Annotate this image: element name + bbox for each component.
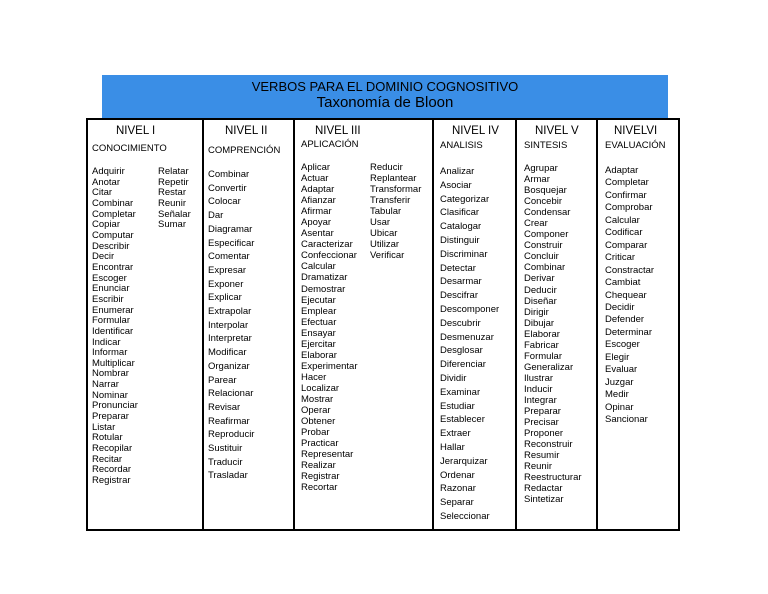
verb-item: Convertir <box>208 182 247 194</box>
verb-item: Decir <box>92 251 115 263</box>
verb-item: Descifrar <box>440 290 479 302</box>
verb-item: Medir <box>605 389 629 401</box>
verb-item: Dividir <box>440 372 467 384</box>
verb-item: Redactar <box>524 483 563 495</box>
verb-item: Escribir <box>92 293 124 305</box>
verb-item: Restar <box>158 187 186 199</box>
verb-item: Juzgar <box>605 376 634 388</box>
verb-item: Aplicar <box>301 162 331 173</box>
verb-item: Recortar <box>301 482 338 494</box>
verb-item: Descubrir <box>440 317 481 329</box>
verb-item: Extraer <box>440 428 471 440</box>
verb-item: Obtener <box>301 416 336 428</box>
verb-item: Reestructurar <box>524 472 582 484</box>
verb-item: Practicar <box>301 438 339 450</box>
verb-item: Actuar <box>301 173 329 185</box>
column-divider <box>202 120 204 529</box>
verb-item: Computar <box>92 229 134 241</box>
verb-item: Especificar <box>208 237 255 249</box>
verb-item: Separar <box>440 497 474 509</box>
verb-item: Escoger <box>605 339 640 351</box>
verb-item: Preparar <box>92 411 129 423</box>
verb-item: Adquirir <box>92 166 125 177</box>
verb-item: Defender <box>605 314 645 326</box>
verb-item: Revisar <box>208 401 241 413</box>
verb-item: Asociar <box>440 179 472 191</box>
verb-item: Nombrar <box>92 368 129 380</box>
verb-item: Pronunciar <box>92 400 138 412</box>
level-4-heading: NIVEL IV <box>452 125 499 137</box>
verb-item: Usar <box>370 217 391 229</box>
verb-item: Señalar <box>158 208 191 220</box>
level-1-verbs-extra <box>158 167 191 231</box>
verb-item: Diagramar <box>208 223 253 235</box>
verb-item: Crear <box>524 218 548 230</box>
title-banner <box>102 75 668 118</box>
level-3-category: APLICACIÓN <box>301 139 359 150</box>
verb-item: Experimentar <box>301 360 358 372</box>
verb-item: Proponer <box>524 428 564 440</box>
verb-item: Concebir <box>524 196 563 208</box>
verb-item: Apoyar <box>301 217 332 229</box>
verb-item: Sancionar <box>605 414 648 426</box>
verb-item: Reunir <box>524 461 552 473</box>
verb-item: Comparar <box>605 239 648 251</box>
verb-item: Determinar <box>605 326 652 338</box>
verb-item: Sumar <box>158 219 186 231</box>
verb-item: Desarmar <box>440 276 482 288</box>
verb-item: Parear <box>208 374 237 386</box>
verb-item: Recordar <box>92 464 132 476</box>
verb-item: Trasladar <box>208 470 248 482</box>
verb-item: Reunir <box>158 197 186 209</box>
level-2-heading: NIVEL II <box>225 125 268 137</box>
verb-item: Dramatizar <box>301 272 348 284</box>
verb-item: Ejecutar <box>301 294 336 306</box>
verb-item: Adaptar <box>605 165 639 176</box>
level-4-category: ANALISIS <box>440 140 483 151</box>
verb-item: Operar <box>301 405 331 417</box>
verb-item: Indicar <box>92 336 121 348</box>
verb-item: Relatar <box>158 166 189 177</box>
verb-item: Transferir <box>370 195 411 207</box>
verb-item: Tabular <box>370 206 402 218</box>
verb-item: Distinguir <box>440 234 480 246</box>
verb-item: Traducir <box>208 456 243 468</box>
level-6-category: EVALUACIÓN <box>605 140 666 151</box>
verb-item: Decidir <box>605 301 635 313</box>
verb-item: Colocar <box>208 196 241 208</box>
column-divider <box>293 120 295 529</box>
verb-item: Fabricar <box>524 339 559 351</box>
verb-item: Catalogar <box>440 221 482 233</box>
verb-item: Completar <box>605 177 649 189</box>
verb-item: Realizar <box>301 460 336 472</box>
verb-item: Dar <box>208 210 224 222</box>
verb-item: Reproducir <box>208 429 255 441</box>
verb-item: Enumerar <box>92 304 134 316</box>
verb-item: Descomponer <box>440 303 500 315</box>
verb-item: Explicar <box>208 292 242 304</box>
verb-item: Exponer <box>208 278 244 290</box>
level-3-heading: NIVEL III <box>315 125 361 137</box>
verb-item: Citar <box>92 187 113 199</box>
verb-item: Multiplicar <box>92 357 135 369</box>
verb-item: Registrar <box>92 475 131 487</box>
verb-item: Registrar <box>301 471 340 483</box>
verb-item: Replantear <box>370 173 417 185</box>
verb-item: Evaluar <box>605 364 638 376</box>
verb-item: Integrar <box>524 394 557 406</box>
verb-item: Clasificar <box>440 207 480 219</box>
verb-item: Anotar <box>92 176 120 188</box>
verb-item: Expresar <box>208 264 247 276</box>
verb-item: Examinar <box>440 386 481 398</box>
verb-item: Deducir <box>524 284 557 296</box>
verb-item: Armar <box>524 174 550 186</box>
verb-item: Dirigir <box>524 306 549 318</box>
level-5-heading: NIVEL V <box>535 125 579 137</box>
verb-item: Categorizar <box>440 193 490 205</box>
verb-item: Ordenar <box>440 469 475 481</box>
verb-item: Analizar <box>440 166 475 177</box>
verb-item: Calcular <box>605 214 640 226</box>
verb-item: Afianzar <box>301 195 336 207</box>
verb-item: Efectuar <box>301 316 337 328</box>
verb-item: Probar <box>301 427 330 439</box>
verb-item: Concluir <box>524 251 559 263</box>
verb-item: Combinar <box>92 197 134 209</box>
verb-item: Opinar <box>605 401 634 413</box>
verb-item: Elaborar <box>524 328 560 340</box>
verb-item: Informar <box>92 347 128 359</box>
verb-item: Establecer <box>440 414 485 426</box>
verb-item: Completar <box>92 208 136 220</box>
verb-item: Repetir <box>158 176 189 188</box>
level-6-verbs <box>605 165 654 427</box>
level-4-verbs <box>440 165 499 524</box>
column-divider <box>596 120 598 529</box>
verb-item: Interpretar <box>208 333 252 345</box>
verb-item: Relacionar <box>208 388 254 400</box>
level-3-verbs-extra <box>370 162 421 261</box>
verb-item: Ubicar <box>370 228 398 240</box>
verb-item: Afirmar <box>301 206 332 218</box>
verb-item: Constractar <box>605 264 655 276</box>
verb-item: Localizar <box>301 382 340 394</box>
verb-item: Elaborar <box>301 349 337 361</box>
verb-item: Listar <box>92 421 116 433</box>
verb-item: Recitar <box>92 453 123 465</box>
verb-item: Transformar <box>370 184 422 196</box>
level-2-verbs <box>208 168 254 483</box>
verb-item: Comentar <box>208 251 250 263</box>
column-divider <box>432 120 434 529</box>
verb-item: Emplear <box>301 305 337 317</box>
column-divider <box>515 120 517 529</box>
verb-item: Formular <box>92 315 131 327</box>
verb-item: Resumir <box>524 450 560 462</box>
level-2-category: COMPRENCIÓN <box>208 145 281 156</box>
verb-item: Extrapolar <box>208 306 252 318</box>
verb-item: Chequear <box>605 289 647 301</box>
verb-item: Hacer <box>301 371 327 383</box>
verb-item: Enunciar <box>92 283 130 295</box>
verb-item: Combinar <box>208 169 250 180</box>
level-1-verbs <box>92 167 138 487</box>
verb-item: Jerarquizar <box>440 455 488 467</box>
verb-item: Interpolar <box>208 319 249 331</box>
verb-item: Desglosar <box>440 345 483 357</box>
verb-item: Modificar <box>208 347 247 359</box>
verb-item: Demostrar <box>301 283 346 295</box>
verb-item: Generalizar <box>524 361 574 373</box>
verb-item: Inducir <box>524 383 553 395</box>
verb-item: Sintetizar <box>524 494 564 506</box>
verb-item: Condensar <box>524 207 571 219</box>
verb-item: Organizar <box>208 360 250 372</box>
verb-item: Precisar <box>524 417 559 429</box>
verb-item: Agrupar <box>524 163 558 174</box>
verb-item: Mostrar <box>301 393 334 405</box>
verb-item: Confeccionar <box>301 250 357 262</box>
verb-item: Dibujar <box>524 317 555 329</box>
verb-item: Diferenciar <box>440 359 486 371</box>
verb-item: Identificar <box>92 325 134 337</box>
verb-item: Componer <box>524 229 569 241</box>
verb-item: Combinar <box>524 262 566 274</box>
verb-item: Asentar <box>301 228 334 240</box>
verb-item: Verificar <box>370 250 405 262</box>
verb-item: Seleccionar <box>440 510 490 522</box>
verb-item: Reafirmar <box>208 415 250 427</box>
verbs-table <box>86 118 680 531</box>
level-6-heading: NIVELVI <box>614 125 658 137</box>
verb-item: Bosquejar <box>524 185 567 197</box>
verb-item: Copiar <box>92 219 120 231</box>
verb-item: Confirmar <box>605 189 647 201</box>
verb-item: Formular <box>524 350 563 362</box>
verb-item: Detectar <box>440 262 476 274</box>
level-3-verbs <box>301 162 358 493</box>
verb-item: Adaptar <box>301 184 335 196</box>
verb-item: Calcular <box>301 261 336 273</box>
level-1-category: CONOCIMIENTO <box>92 143 167 154</box>
verb-item: Diseñar <box>524 295 557 307</box>
verb-item: Rotular <box>92 432 123 444</box>
verb-item: Reconstruir <box>524 439 573 451</box>
verb-item: Caracterizar <box>301 239 353 251</box>
verb-item: Discriminar <box>440 248 488 260</box>
verb-item: Utilizar <box>370 239 400 251</box>
verb-item: Describir <box>92 240 130 252</box>
verb-item: Ensayar <box>301 327 336 339</box>
verb-item: Ilustrar <box>524 372 554 384</box>
verb-item: Escoger <box>92 272 127 284</box>
verb-item: Cambiat <box>605 277 641 289</box>
document-title: VERBOS PARA EL DOMINIO COGNOSITIVO <box>251 79 519 94</box>
verb-item: Ejercitar <box>301 338 336 350</box>
verb-item: Comprobar <box>605 202 653 214</box>
verb-item: Codificar <box>605 227 643 239</box>
verb-item: Desmenuzar <box>440 331 494 343</box>
verb-item: Criticar <box>605 252 636 264</box>
document-subtitle: Taxonomía de Bloon <box>316 94 454 111</box>
verb-item: Sustituir <box>208 443 243 455</box>
verb-item: Encontrar <box>92 261 134 273</box>
verb-item: Elegir <box>605 351 630 363</box>
verb-item: Estudiar <box>440 400 475 412</box>
level-1-heading: NIVEL I <box>116 125 156 137</box>
verb-item: Recopilar <box>92 443 133 455</box>
verb-item: Representar <box>301 449 354 461</box>
verb-item: Nominar <box>92 389 128 401</box>
verb-item: Construir <box>524 240 563 252</box>
level-5-verbs <box>524 163 582 505</box>
level-5-category: SINTESIS <box>524 140 568 151</box>
verb-item: Preparar <box>524 406 561 418</box>
verb-item: Razonar <box>440 483 476 495</box>
verb-item: Reducir <box>370 162 403 173</box>
verb-item: Hallar <box>440 441 465 453</box>
verb-item: Derivar <box>524 273 555 285</box>
verb-item: Narrar <box>92 379 119 391</box>
